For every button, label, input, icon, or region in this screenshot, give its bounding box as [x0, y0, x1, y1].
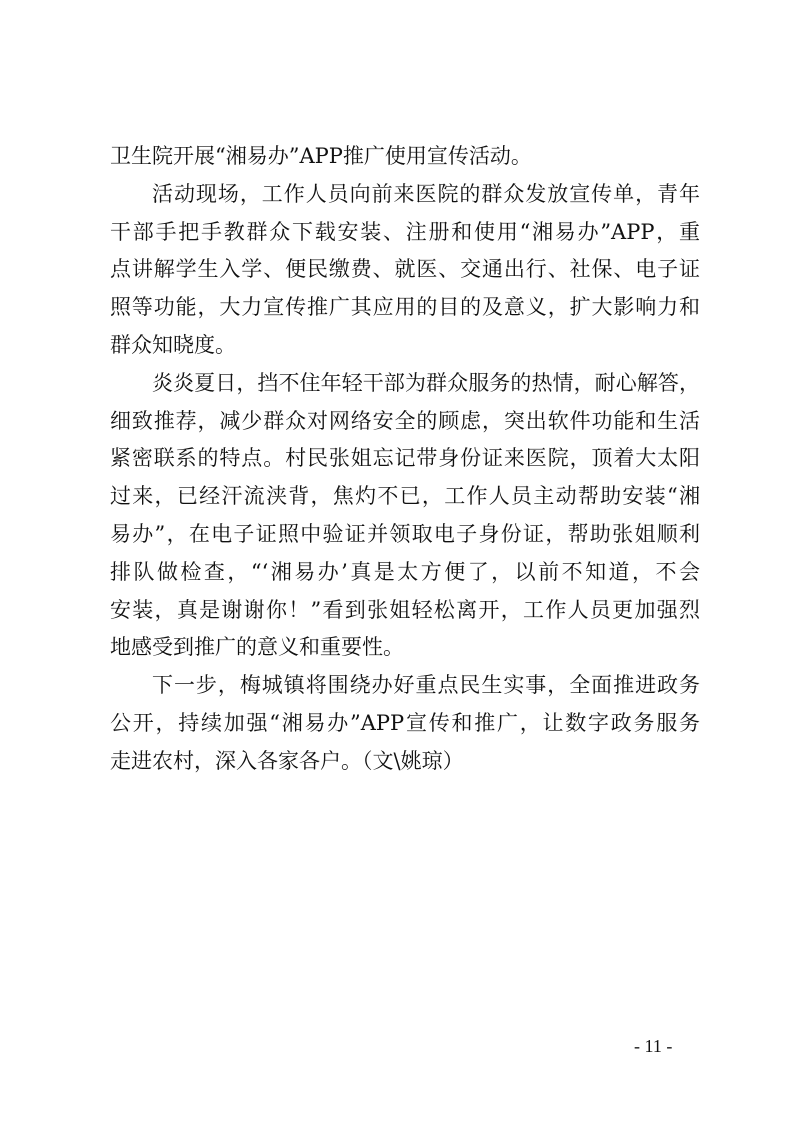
text-line: 群众知晓度。: [110, 332, 236, 357]
page-number: - 11 -: [634, 1036, 673, 1056]
text-line: 点讲解学生入学、便民缴费、就医、交通出行、社保、电子证: [110, 257, 700, 282]
paragraph-start-line: 活动现场，工作人员向前来医院的群众发放宣传单，青年: [152, 181, 700, 206]
text-line: 干部手把手教群众下载安装、注册和使用“湘易办”APP，重: [110, 219, 700, 244]
article-body: [110, 138, 700, 781]
text-line: 地感受到推广的意义和重要性。: [110, 635, 404, 660]
text-line: 过来，已经汗流浃背，焦灼不已，工作人员主动帮助安装“湘: [110, 484, 700, 509]
text-line: 排队做检查，“‘湘易办’真是太方便了，以前不知道，不会: [110, 559, 700, 584]
text-line: 公开，持续加强“湘易办”APP宣传和推广，让数字政务服务: [110, 710, 700, 735]
text-line: 安装，真是谢谢你！”看到张姐轻松离开，工作人员更加强烈: [110, 597, 700, 622]
text-line: 卫生院开展“湘易办”APP推广使用宣传活动。: [110, 144, 532, 168]
text-line: 紧密联系的特点。村民张姐忘记带身份证来医院，顶着大太阳: [110, 446, 700, 471]
paragraph-start-line: 炎炎夏日，挡不住年轻干部为群众服务的热情，耐心解答，: [152, 370, 700, 395]
text-line: 易办”，在电子证照中验证并领取电子身份证，帮助张姐顺利: [110, 521, 700, 546]
text-line: 细致推荐，减少群众对网络安全的顾虑，突出软件功能和生活: [110, 408, 700, 433]
paragraph-start-line: 下一步，梅城镇将围绕办好重点民生实事，全面推进政务: [152, 673, 700, 698]
text-line: 走进农村，深入各家各户。（文\姚琼）: [110, 748, 464, 773]
text-line: 照等功能，大力宣传推广其应用的目的及意义，扩大影响力和: [110, 295, 700, 320]
